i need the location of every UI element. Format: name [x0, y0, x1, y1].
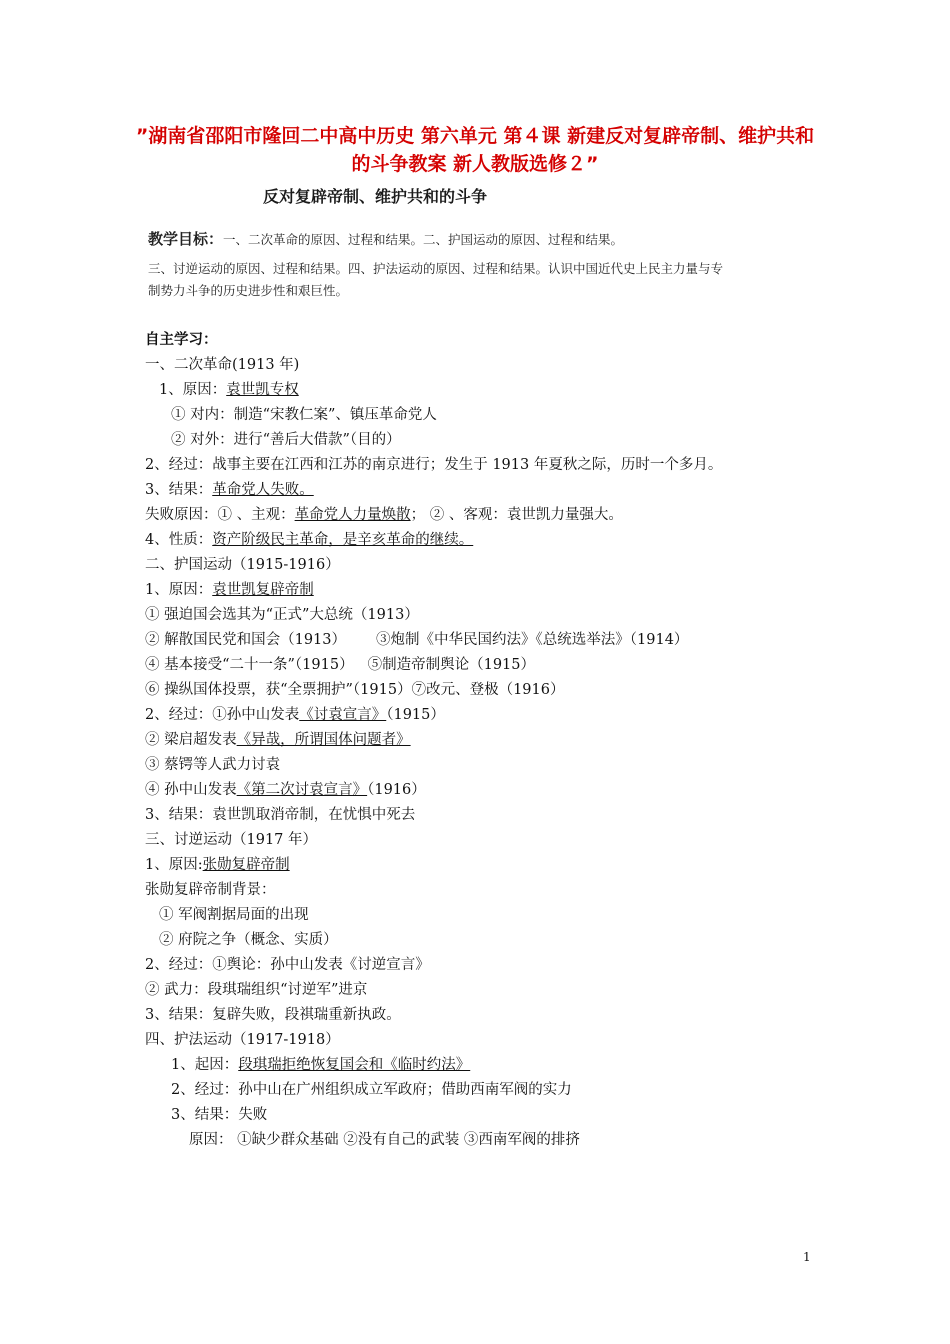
s3-cause-answer: 张勋复辟帝制	[202, 857, 290, 873]
document-subtitle: 反对复辟帝制、维护共和的斗争	[263, 187, 488, 206]
s2-result: 3、结果：袁世凯取消帝制，在忧惧中死去	[145, 807, 416, 823]
s4-cause-answer: 段琪瑞拒绝恢复国会和《临时约法》	[238, 1057, 471, 1073]
s4-reason: 原因： ①缺少群众基础 ②没有自己的武装 ③西南军阀的排挤	[189, 1132, 580, 1148]
s3-process-1: 2、经过：①舆论：孙中山发表《讨逆宣言》	[145, 957, 430, 973]
s2-cause-1: ① 强迫国会选其为“正式”大总统（1913）	[145, 607, 419, 623]
s4-process: 2、经过：孙中山在广州组织成立军政府；借助西南军阀的实力	[171, 1082, 572, 1098]
s2-process-1-answer: 《讨袁宣言》	[299, 707, 387, 723]
section-3-heading: 三、讨逆运动（1917 年）	[145, 832, 318, 848]
s3-cause: 1、原因:张勋复辟帝制	[145, 857, 290, 873]
s2-process-2: ② 梁启超发表《异哉，所谓国体问题者》	[145, 732, 411, 748]
s2-process-4-answer: 《第二次讨袁宣言》	[236, 782, 368, 798]
s2-process-2-answer: 《异哉，所谓国体问题者》	[236, 732, 411, 748]
s1-process: 2、经过：战事主要在江西和江苏的南京进行；发生于 1913 年夏秋之际，历时一个多月。	[145, 457, 723, 473]
self-study-heading: 自主学习：	[145, 332, 218, 348]
section-4-heading: 四、护法运动（1917-1918）	[145, 1032, 340, 1048]
s3-background-2: ② 府院之争（概念、实质）	[159, 932, 338, 948]
s1-cause: 1、原因：袁世凯专权	[159, 382, 299, 398]
s1-nature-answer: 资产阶级民主革命，是辛亥革命的继续。	[212, 532, 474, 548]
s1-nature: 4、性质：资产阶级民主革命，是辛亥革命的继续。	[145, 532, 474, 548]
s3-result: 3、结果：复辟失败，段祺瑞重新执政。	[145, 1007, 401, 1023]
goals-text-2: 三、讨逆运动的原因、过程和结果。四、护法运动的原因、过程和结果。认识中国近代史上民主力量与专制势力斗争的历史进步性和艰巨性。	[148, 261, 724, 298]
s2-cause-4: ⑥ 操纵国体投票，获“全票拥护”（1915）⑦改元、登极（1916）	[145, 682, 565, 698]
s2-cause: 1、原因：袁世凯复辟帝制	[145, 582, 314, 598]
section-1-heading: 一、二次革命(1913 年)	[145, 357, 300, 373]
s2-cause-2: ② 解散国民党和国会（1913） ③炮制《中华民国约法》《总统选举法》（1914）	[145, 632, 689, 648]
section-2-heading: 二、护国运动（1915-1916）	[145, 557, 340, 573]
s2-cause-answer: 袁世凯复辟帝制	[212, 582, 314, 598]
document-title: ”湖南省邵阳市隆回二中高中历史 第六单元 第４课 新建反对复辟帝制、维护共和的斗争教案 新人教版选修２”	[135, 125, 815, 175]
s1-cause-1: ① 对内：制造“宋教仁案”、镇压革命党人	[171, 407, 437, 423]
document-body	[145, 328, 815, 1153]
s3-background: 张勋复辟帝制背景：	[145, 882, 276, 898]
s4-result: 3、结果：失败	[171, 1107, 268, 1123]
s1-fail-answer: 革命党人力量焕散	[294, 507, 411, 523]
s1-fail-reason: 失败原因：① 、主观：革命党人力量焕散； ② 、客观：袁世凯力量强大。	[145, 507, 623, 523]
goals-text-1: 一、二次革命的原因、过程和结果。二、护国运动的原因、过程和结果。	[223, 232, 624, 247]
teaching-goals	[148, 228, 728, 302]
s1-cause-answer: 袁世凯专权	[226, 382, 299, 398]
s2-process-3: ③ 蔡锷等人武力讨袁	[145, 757, 281, 773]
s2-cause-3: ④ 基本接受“二十一条”（1915） ⑤制造帝制舆论（1915）	[145, 657, 535, 673]
s1-result: 3、结果：革命党人失败。	[145, 482, 314, 498]
s4-cause: 1、起因：段琪瑞拒绝恢复国会和《临时约法》	[171, 1057, 471, 1073]
goals-label: 教学目标：	[148, 230, 224, 248]
s2-process-4: ④ 孙中山发表《第二次讨袁宣言》（1916）	[145, 782, 426, 798]
s2-process-1: 2、经过：①孙中山发表《讨袁宣言》（1915）	[145, 707, 445, 723]
s3-process-2: ② 武力：段琪瑞组织“讨逆军”进京	[145, 982, 368, 998]
s1-cause-2: ② 对外：进行“善后大借款”（目的）	[171, 432, 401, 448]
page-number: 1	[803, 1250, 811, 1264]
s1-result-answer: 革命党人失败。	[212, 482, 314, 498]
s3-background-1: ① 军阀割据局面的出现	[159, 907, 309, 923]
